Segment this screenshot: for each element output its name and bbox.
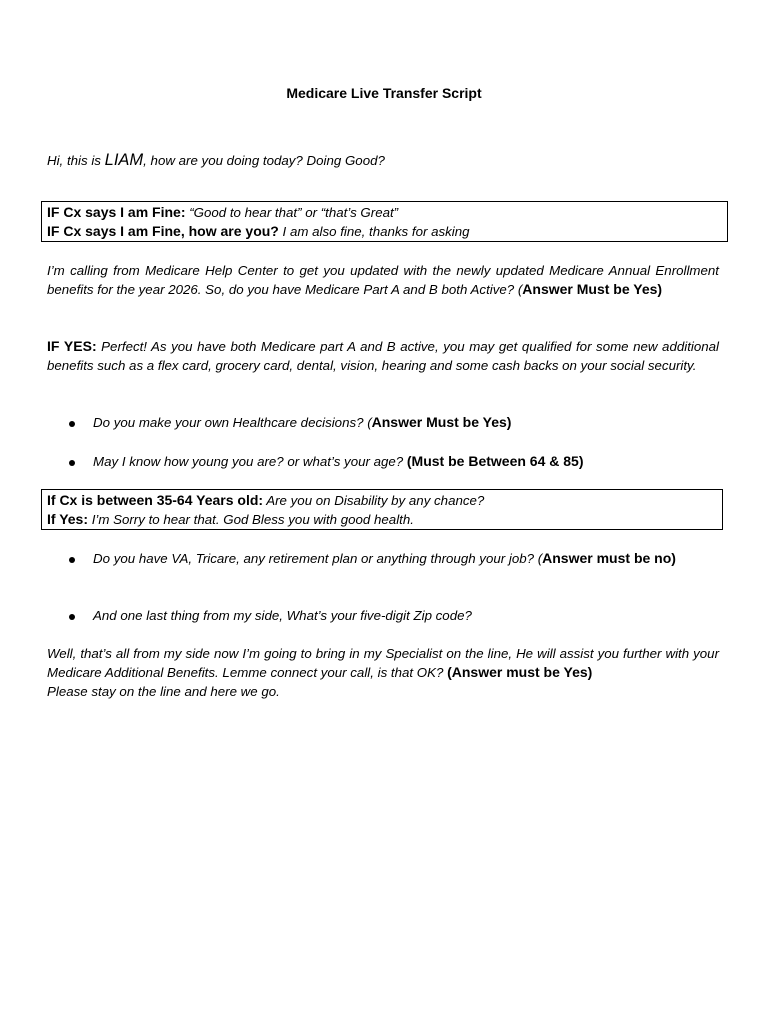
bullet-text: Do you make your own Healthcare decisions? ( xyxy=(93,415,372,430)
page-title: Medicare Live Transfer Script xyxy=(286,85,482,101)
if-yes-text: Perfect! As you have both Medicare part A and B active, you may get qualified for some new additional benefits such as a flex card, grocery card, dental, vision, hearing and some cash backs on your social security. xyxy=(47,339,719,373)
fine-label-1: IF Cx says I am Fine: xyxy=(47,204,186,220)
bullet-text: And one last thing from my side, What’s your five-digit Zip code? xyxy=(93,608,472,623)
bullet-text: Do you have VA, Tricare, any retirement plan or anything through your job? ( xyxy=(93,551,543,566)
age-line-2 xyxy=(47,510,716,529)
bullet-icon xyxy=(69,557,75,563)
fine-line-2 xyxy=(47,222,721,241)
age-text-1: Are you on Disability by any chance? xyxy=(263,493,485,508)
bullet-text: May I know how young you are? or what’s your age? xyxy=(93,454,407,469)
bullet-icon xyxy=(69,460,75,466)
fine-label-2: IF Cx says I am Fine, how are you? xyxy=(47,223,279,239)
closing-last-line: Please stay on the line and here we go. xyxy=(47,684,280,699)
bullet-answer: Answer must be no) xyxy=(542,550,676,566)
age-label-2: If Yes: xyxy=(47,511,88,527)
greeting-post: , how are you doing today? Doing Good? xyxy=(143,153,385,168)
if-yes-paragraph xyxy=(47,337,719,375)
agent-name: LIAM xyxy=(104,151,144,169)
age-label-1: If Cx is between 35-64 Years old: xyxy=(47,492,264,508)
intro-answer: Answer Must be Yes) xyxy=(522,281,663,297)
bullet-icon xyxy=(69,421,75,427)
closing-text: Well, that’s all from my side now I’m going to bring in my Specialist on the line, He will assist you further with your Medicare Additional Benefits. Lemme connect your call, is that OK? xyxy=(47,646,719,680)
age-disability-box xyxy=(41,489,723,530)
bullet-answer: Answer Must be Yes) xyxy=(371,414,512,430)
intro-text: I’m calling from Medicare Help Center to get you updated with the newly updated Medicare Annual Enrollment benefits for the year 2026. So, do you have Medicare Part A and B both Active? ( xyxy=(47,263,719,297)
fine-response-box xyxy=(41,201,728,242)
fine-text-1: “Good to hear that” or “that’s Great” xyxy=(185,205,399,220)
age-text-2: I’m Sorry to hear that. God Bless you with good health. xyxy=(88,512,414,527)
age-line-1 xyxy=(47,491,716,510)
fine-text-2: I am also fine, thanks for asking xyxy=(278,224,470,239)
bullet-answer: (Must be Between 64 & 85) xyxy=(406,453,584,469)
intro-paragraph xyxy=(47,261,719,299)
closing-answer: (Answer must be Yes) xyxy=(447,664,593,680)
if-yes-label: IF YES: xyxy=(47,338,97,354)
greeting-pre: Hi, this is xyxy=(47,153,105,168)
bullet-icon xyxy=(69,614,75,620)
greeting-line xyxy=(47,151,719,170)
closing-paragraph xyxy=(47,644,719,701)
fine-line-1 xyxy=(47,203,721,222)
